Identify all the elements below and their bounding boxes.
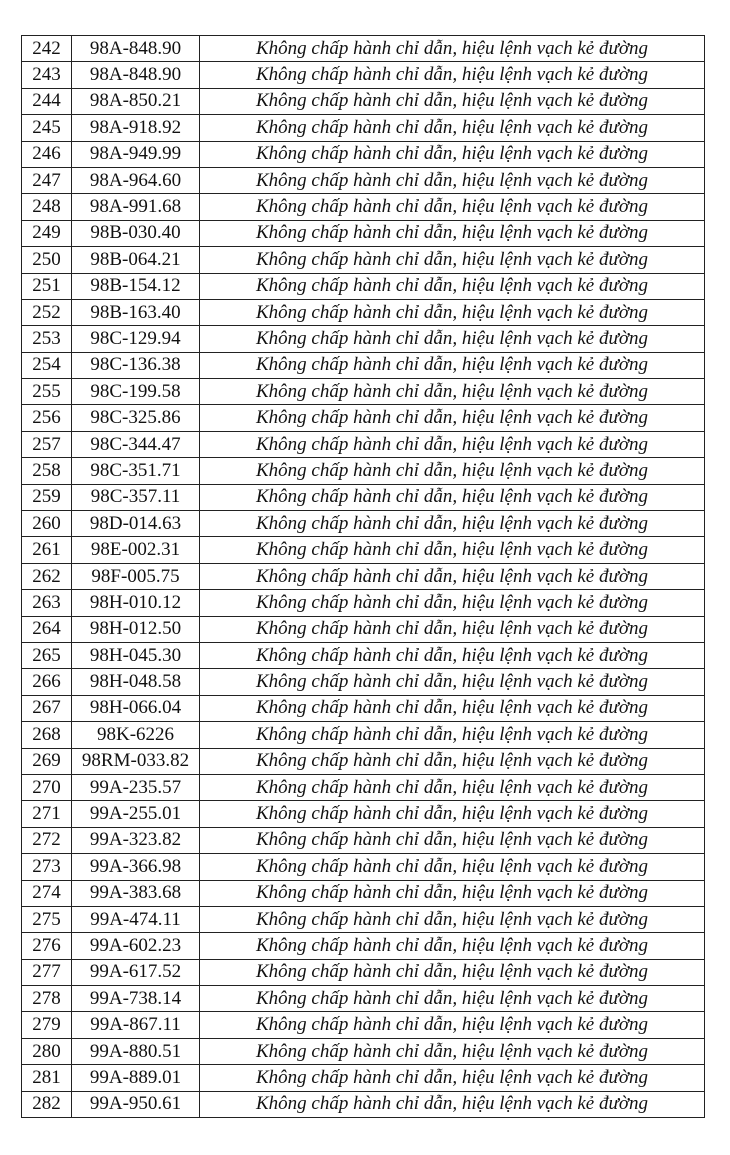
violation-description: Không chấp hành chỉ dẫn, hiệu lệnh vạch kẻ đường: [200, 458, 705, 484]
table-row: [22, 273, 705, 299]
license-plate: 98A-991.68: [72, 194, 200, 220]
table-row: [22, 880, 705, 906]
row-number: 242: [22, 36, 72, 62]
license-plate: 99A-889.01: [72, 1065, 200, 1091]
table-row: [22, 352, 705, 378]
table-row: [22, 774, 705, 800]
row-number: 249: [22, 220, 72, 246]
table-row: [22, 220, 705, 246]
table-row: [22, 1012, 705, 1038]
table-row: [22, 484, 705, 510]
license-plate: 98B-154.12: [72, 273, 200, 299]
table-row: [22, 62, 705, 88]
row-number: 248: [22, 194, 72, 220]
violation-description: Không chấp hành chỉ dẫn, hiệu lệnh vạch kẻ đường: [200, 774, 705, 800]
violation-description: Không chấp hành chỉ dẫn, hiệu lệnh vạch kẻ đường: [200, 959, 705, 985]
row-number: 258: [22, 458, 72, 484]
violation-description: Không chấp hành chỉ dẫn, hiệu lệnh vạch kẻ đường: [200, 299, 705, 325]
violation-description: Không chấp hành chỉ dẫn, hiệu lệnh vạch kẻ đường: [200, 748, 705, 774]
table-row: [22, 36, 705, 62]
license-plate: 99A-950.61: [72, 1091, 200, 1117]
row-number: 262: [22, 563, 72, 589]
row-number: 276: [22, 933, 72, 959]
row-number: 263: [22, 590, 72, 616]
violations-table: [21, 35, 705, 1118]
row-number: 265: [22, 642, 72, 668]
violation-description: Không chấp hành chỉ dẫn, hiệu lệnh vạch kẻ đường: [200, 167, 705, 193]
license-plate: 98H-066.04: [72, 695, 200, 721]
violation-description: Không chấp hành chỉ dẫn, hiệu lệnh vạch kẻ đường: [200, 722, 705, 748]
license-plate: 98H-045.30: [72, 642, 200, 668]
row-number: 251: [22, 273, 72, 299]
row-number: 245: [22, 115, 72, 141]
row-number: 282: [22, 1091, 72, 1117]
license-plate: 98F-005.75: [72, 563, 200, 589]
license-plate: 98C-136.38: [72, 352, 200, 378]
row-number: 266: [22, 669, 72, 695]
table-row: [22, 748, 705, 774]
violation-description: Không chấp hành chỉ dẫn, hiệu lệnh vạch kẻ đường: [200, 62, 705, 88]
row-number: 270: [22, 774, 72, 800]
violation-description: Không chấp hành chỉ dẫn, hiệu lệnh vạch kẻ đường: [200, 1065, 705, 1091]
row-number: 274: [22, 880, 72, 906]
table-row: [22, 167, 705, 193]
table-row: [22, 986, 705, 1012]
row-number: 247: [22, 167, 72, 193]
license-plate: 98A-949.99: [72, 141, 200, 167]
row-number: 272: [22, 827, 72, 853]
violation-description: Không chấp hành chỉ dẫn, hiệu lệnh vạch kẻ đường: [200, 247, 705, 273]
row-number: 246: [22, 141, 72, 167]
row-number: 273: [22, 854, 72, 880]
license-plate: 98D-014.63: [72, 511, 200, 537]
violation-description: Không chấp hành chỉ dẫn, hiệu lệnh vạch kẻ đường: [200, 511, 705, 537]
license-plate: 99A-474.11: [72, 906, 200, 932]
license-plate: 98H-048.58: [72, 669, 200, 695]
license-plate: 98A-964.60: [72, 167, 200, 193]
table-row: [22, 642, 705, 668]
license-plate: 98C-199.58: [72, 379, 200, 405]
violation-description: Không chấp hành chỉ dẫn, hiệu lệnh vạch kẻ đường: [200, 669, 705, 695]
violations-table-body: [22, 36, 705, 1118]
table-row: [22, 695, 705, 721]
row-number: 267: [22, 695, 72, 721]
violation-description: Không chấp hành chỉ dẫn, hiệu lệnh vạch kẻ đường: [200, 1012, 705, 1038]
table-row: [22, 1065, 705, 1091]
license-plate: 98E-002.31: [72, 537, 200, 563]
violation-description: Không chấp hành chỉ dẫn, hiệu lệnh vạch kẻ đường: [200, 1038, 705, 1064]
license-plate: 98B-030.40: [72, 220, 200, 246]
table-row: [22, 537, 705, 563]
violation-description: Không chấp hành chỉ dẫn, hiệu lệnh vạch kẻ đường: [200, 379, 705, 405]
license-plate: 99A-383.68: [72, 880, 200, 906]
row-number: 257: [22, 431, 72, 457]
license-plate: 98C-351.71: [72, 458, 200, 484]
row-number: 256: [22, 405, 72, 431]
license-plate: 99A-738.14: [72, 986, 200, 1012]
violation-description: Không chấp hành chỉ dẫn, hiệu lệnh vạch kẻ đường: [200, 801, 705, 827]
violation-description: Không chấp hành chỉ dẫn, hiệu lệnh vạch kẻ đường: [200, 642, 705, 668]
license-plate: 99A-366.98: [72, 854, 200, 880]
table-row: [22, 194, 705, 220]
row-number: 269: [22, 748, 72, 774]
violation-description: Không chấp hành chỉ dẫn, hiệu lệnh vạch kẻ đường: [200, 431, 705, 457]
row-number: 255: [22, 379, 72, 405]
table-row: [22, 326, 705, 352]
row-number: 268: [22, 722, 72, 748]
license-plate: 98A-850.21: [72, 88, 200, 114]
table-row: [22, 933, 705, 959]
table-row: [22, 1038, 705, 1064]
table-row: [22, 563, 705, 589]
violation-description: Không chấp hành chỉ dẫn, hiệu lệnh vạch kẻ đường: [200, 880, 705, 906]
table-row: [22, 299, 705, 325]
license-plate: 99A-617.52: [72, 959, 200, 985]
row-number: 264: [22, 616, 72, 642]
license-plate: 99A-602.23: [72, 933, 200, 959]
license-plate: 98A-848.90: [72, 62, 200, 88]
license-plate: 99A-323.82: [72, 827, 200, 853]
violation-description: Không chấp hành chỉ dẫn, hiệu lệnh vạch kẻ đường: [200, 590, 705, 616]
row-number: 250: [22, 247, 72, 273]
table-row: [22, 801, 705, 827]
table-row: [22, 115, 705, 141]
license-plate: 98C-129.94: [72, 326, 200, 352]
table-row: [22, 669, 705, 695]
violation-description: Không chấp hành chỉ dẫn, hiệu lệnh vạch kẻ đường: [200, 827, 705, 853]
violation-description: Không chấp hành chỉ dẫn, hiệu lệnh vạch kẻ đường: [200, 933, 705, 959]
license-plate: 98H-012.50: [72, 616, 200, 642]
row-number: 278: [22, 986, 72, 1012]
violation-description: Không chấp hành chỉ dẫn, hiệu lệnh vạch kẻ đường: [200, 115, 705, 141]
violation-description: Không chấp hành chỉ dẫn, hiệu lệnh vạch kẻ đường: [200, 141, 705, 167]
table-row: [22, 379, 705, 405]
violation-description: Không chấp hành chỉ dẫn, hiệu lệnh vạch kẻ đường: [200, 1091, 705, 1117]
violation-description: Không chấp hành chỉ dẫn, hiệu lệnh vạch kẻ đường: [200, 695, 705, 721]
table-row: [22, 590, 705, 616]
row-number: 243: [22, 62, 72, 88]
violation-description: Không chấp hành chỉ dẫn, hiệu lệnh vạch kẻ đường: [200, 854, 705, 880]
violation-description: Không chấp hành chỉ dẫn, hiệu lệnh vạch kẻ đường: [200, 484, 705, 510]
license-plate: 98C-357.11: [72, 484, 200, 510]
license-plate: 98B-064.21: [72, 247, 200, 273]
violation-description: Không chấp hành chỉ dẫn, hiệu lệnh vạch kẻ đường: [200, 194, 705, 220]
row-number: 275: [22, 906, 72, 932]
violation-description: Không chấp hành chỉ dẫn, hiệu lệnh vạch kẻ đường: [200, 273, 705, 299]
row-number: 259: [22, 484, 72, 510]
license-plate: 99A-880.51: [72, 1038, 200, 1064]
table-row: [22, 431, 705, 457]
row-number: 279: [22, 1012, 72, 1038]
row-number: 244: [22, 88, 72, 114]
license-plate: 98A-848.90: [72, 36, 200, 62]
violation-description: Không chấp hành chỉ dẫn, hiệu lệnh vạch kẻ đường: [200, 616, 705, 642]
license-plate: 99A-867.11: [72, 1012, 200, 1038]
license-plate: 98H-010.12: [72, 590, 200, 616]
violation-description: Không chấp hành chỉ dẫn, hiệu lệnh vạch kẻ đường: [200, 326, 705, 352]
violation-description: Không chấp hành chỉ dẫn, hiệu lệnh vạch kẻ đường: [200, 88, 705, 114]
license-plate: 98K-6226: [72, 722, 200, 748]
table-row: [22, 1091, 705, 1117]
violation-description: Không chấp hành chỉ dẫn, hiệu lệnh vạch kẻ đường: [200, 352, 705, 378]
violation-description: Không chấp hành chỉ dẫn, hiệu lệnh vạch kẻ đường: [200, 563, 705, 589]
table-row: [22, 88, 705, 114]
violation-description: Không chấp hành chỉ dẫn, hiệu lệnh vạch kẻ đường: [200, 906, 705, 932]
violation-description: Không chấp hành chỉ dẫn, hiệu lệnh vạch kẻ đường: [200, 986, 705, 1012]
row-number: 253: [22, 326, 72, 352]
violation-description: Không chấp hành chỉ dẫn, hiệu lệnh vạch kẻ đường: [200, 220, 705, 246]
row-number: 277: [22, 959, 72, 985]
row-number: 252: [22, 299, 72, 325]
table-row: [22, 141, 705, 167]
table-row: [22, 854, 705, 880]
violation-description: Không chấp hành chỉ dẫn, hiệu lệnh vạch kẻ đường: [200, 36, 705, 62]
table-row: [22, 722, 705, 748]
license-plate: 99A-235.57: [72, 774, 200, 800]
row-number: 271: [22, 801, 72, 827]
license-plate: 98B-163.40: [72, 299, 200, 325]
table-row: [22, 906, 705, 932]
row-number: 254: [22, 352, 72, 378]
table-row: [22, 959, 705, 985]
table-row: [22, 511, 705, 537]
violation-description: Không chấp hành chỉ dẫn, hiệu lệnh vạch kẻ đường: [200, 537, 705, 563]
table-row: [22, 458, 705, 484]
table-row: [22, 827, 705, 853]
row-number: 260: [22, 511, 72, 537]
violation-description: Không chấp hành chỉ dẫn, hiệu lệnh vạch kẻ đường: [200, 405, 705, 431]
table-row: [22, 405, 705, 431]
row-number: 280: [22, 1038, 72, 1064]
row-number: 281: [22, 1065, 72, 1091]
license-plate: 99A-255.01: [72, 801, 200, 827]
license-plate: 98C-344.47: [72, 431, 200, 457]
license-plate: 98A-918.92: [72, 115, 200, 141]
license-plate: 98RM-033.82: [72, 748, 200, 774]
license-plate: 98C-325.86: [72, 405, 200, 431]
table-row: [22, 247, 705, 273]
table-row: [22, 616, 705, 642]
row-number: 261: [22, 537, 72, 563]
